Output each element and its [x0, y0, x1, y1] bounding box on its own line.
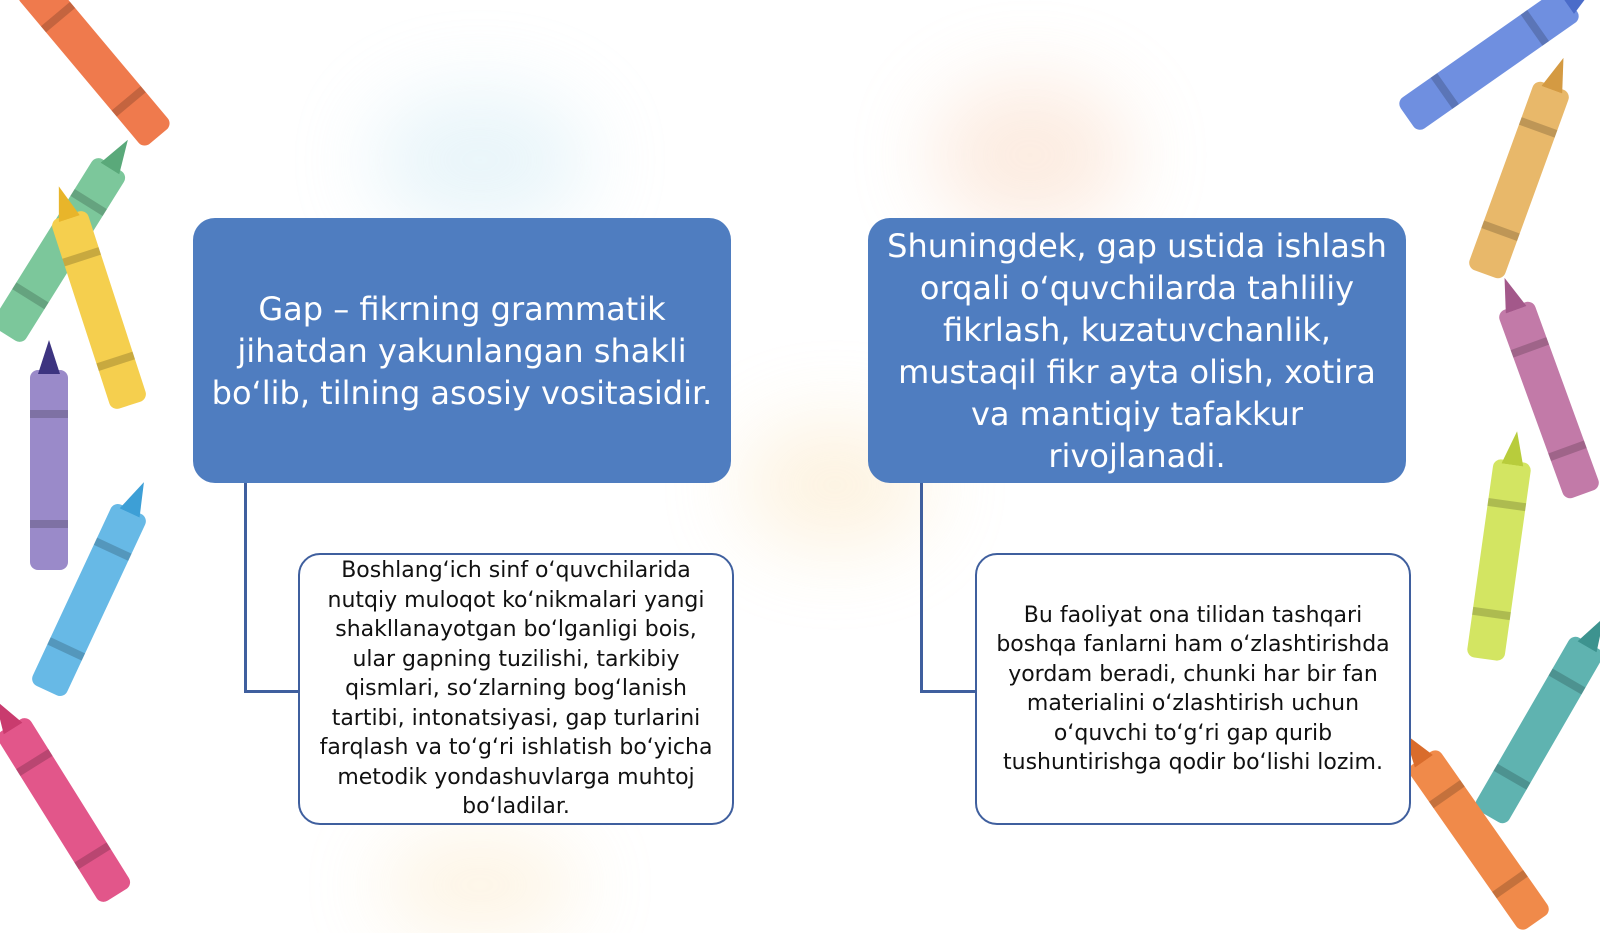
crayon-tan-icon: [1467, 80, 1571, 281]
left-detail-box: [298, 553, 734, 825]
right-connector: [920, 483, 978, 693]
background-blob: [930, 80, 1130, 230]
right-detail-box: [975, 553, 1411, 825]
crayon-pink-icon: [0, 715, 133, 905]
background-blob: [370, 90, 590, 230]
right-detail-text: Bu faoliyat ona tilidan tashqari boshqa fanlarni ham o‘zlashtirishda yordam beradi, chunki har bir fan materialini o‘zlashtirish uchun o‘quvchi to‘g‘ri gap qurib tushuntirishga qodir bo‘lishi lozim.: [996, 602, 1390, 775]
crayon-teal-icon: [1473, 634, 1600, 826]
right-heading-text: Shuningdek, gap ustida ishlash orqali o‘quvchilarda tahliliy fikrlash, kuzatuvchanlik, mustaqil fikr ayta olish, xotira va mantiqiy tafakkur rivojlanadi.: [887, 226, 1387, 475]
left-heading-text: Gap – fikrning grammatik jihatdan yakunlangan shakli bo‘lib, tilning asosiy vositasidir.: [211, 289, 713, 412]
left-detail-text: Boshlang‘ich sinf o‘quvchilarida nutqiy muloqot ko‘nikmalari yangi shakllanayotgan bo‘lganligi bois, ular gapning tuzilishi, tarkibiy qismlari, so‘zlarning bog‘lanish tartibi, intonatsiyasi, gap turlarini farqlash va to‘g‘ri ishlatish bo‘yicha metodik yondashuvlarga muhtoj bo‘ladilar.: [319, 558, 713, 820]
crayon-lime-icon: [1466, 458, 1531, 661]
background-blob: [380, 840, 580, 930]
crayon-purple-icon: [30, 370, 68, 570]
left-heading-box: [193, 218, 731, 483]
right-heading-box: [868, 218, 1406, 483]
crayon-orange-icon: [15, 0, 173, 149]
left-connector: [244, 483, 302, 693]
